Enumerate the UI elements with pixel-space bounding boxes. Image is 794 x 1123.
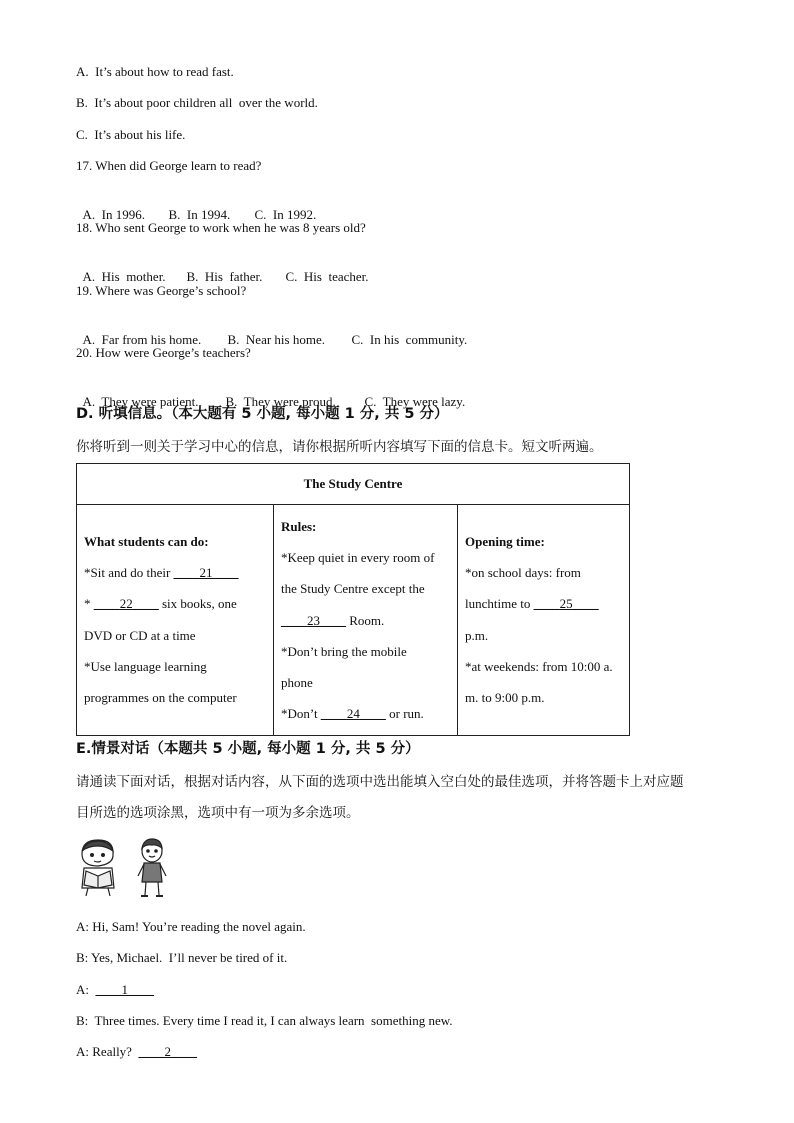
dialogue-line-5: A: Really? ____2____ [76, 1044, 197, 1059]
q18-option-b: B. His father. [186, 269, 263, 284]
column-opening-time [458, 505, 630, 736]
q17-option-b: B. In 1994. [168, 207, 231, 222]
blank-2: ____2____ [138, 1044, 197, 1059]
col1-line: programmes on the computer [84, 690, 237, 706]
column-rules: Rules: *Keep quiet in every room of the Study Centre except the ____23____ Room. *Don’t bring the mobile phone *Don’t ____24____ or run. [274, 505, 458, 736]
boy-reading-icon [82, 840, 114, 896]
q18-option-a: A. His mother. [82, 269, 166, 284]
study-centre-table [76, 463, 630, 736]
col3-line: lunchtime to [465, 596, 534, 612]
col2-line: phone [281, 675, 313, 691]
blank-23: ____23____ [281, 612, 346, 628]
dialogue-line-3: A: ____1____ [76, 982, 154, 997]
q18-option-c: C. His teacher. [285, 269, 369, 284]
section-e-instruction-1: 请通读下面对话，根据对话内容，从下面的选项中选出能填入空白处的最佳选项，并将答题卡上对应题 [76, 774, 684, 790]
section-d-heading: D. 听填信息。（本大题有 5 小题, 每小题 1 分, 共 5 分） [76, 406, 449, 422]
col1-line: DVD or CD at a time [84, 627, 196, 643]
col3-line: *at weekends: from 10:00 a. [465, 658, 613, 674]
col2-line: *Keep quiet in every room of [281, 550, 435, 566]
col2-heading: Rules: [281, 519, 317, 534]
q17-option-c: C. In 1992. [254, 207, 317, 222]
section-e-heading: E.情景对话（本题共 5 小题, 每小题 1 分, 共 5 分） [76, 741, 420, 757]
q16-option-c: C. It’s about his life. [76, 127, 186, 142]
col3-line: p.m. [465, 627, 489, 643]
dialogue-line-2: B: Yes, Michael. I’ll never be tired of it. [76, 950, 288, 965]
col2-line: the Study Centre except the [281, 581, 425, 597]
blank-24: ____24____ [320, 706, 386, 722]
q19-question: 19. Where was George’s school? [76, 283, 247, 298]
col3-line: m. to 9:00 p.m. [465, 690, 545, 706]
dialogue-line-1: A: Hi, Sam! You’re reading the novel again. [76, 919, 306, 934]
col3-heading: Opening time: [465, 534, 545, 549]
section-d-instruction: 你将听到一则关于学习中心的信息，请你根据所听内容填写下面的信息卡。短文听两遍。 [76, 439, 603, 455]
q17-question: 17. When did George learn to read? [76, 158, 262, 173]
two-boys-illustration [78, 838, 178, 898]
boy-standing-icon [138, 839, 166, 896]
col3-line: *on school days: from [465, 565, 581, 581]
table-title: The Study Centre [77, 464, 630, 505]
q19-option-b: B. Near his home. [227, 332, 325, 347]
q18-options [76, 250, 369, 286]
blank-25: ____25____ [533, 596, 599, 612]
q16-option-a: A. It’s about how to read fast. [76, 64, 234, 79]
q20-option-a: A. They were patient. [82, 394, 199, 409]
dialogue-line-4: B: Three times. Every time I read it, I can always learn something new. [76, 1013, 453, 1028]
column-what-students-can-do: What students can do: *Sit and do their ____21____ * ____22____ six books, one DVD or CD at a time *Use language learning programmes on the computer [77, 505, 274, 736]
q19-option-a: A. Far from his home. [82, 332, 202, 347]
q17-option-a: A. In 1996. [82, 207, 145, 222]
col1-line: *Use language learning [84, 658, 207, 674]
col2-line: *Don’t [281, 706, 321, 722]
col1-line: * [84, 596, 94, 612]
q20-option-c: C. They were lazy. [364, 394, 466, 409]
blank-21: ____21____ [173, 565, 239, 581]
col1-heading: What students can do: [84, 534, 209, 549]
q20-question: 20. How were George’s teachers? [76, 345, 251, 360]
section-e-instruction-2: 目所选的选项涂黑，选项中有一项为多余选项。 [76, 805, 360, 821]
q19-option-c: C. In his community. [351, 332, 468, 347]
col1-line: *Sit and do their [84, 565, 174, 581]
q16-option-b: B. It’s about poor children all over the world. [76, 95, 318, 110]
col2-line: *Don’t bring the mobile [281, 643, 407, 659]
blank-22: ____22____ [93, 596, 159, 612]
q20-option-b: B. They were proud. [225, 394, 336, 409]
blank-1: ____1____ [95, 982, 154, 997]
q18-question: 18. Who sent George to work when he was 8 years old? [76, 220, 366, 235]
